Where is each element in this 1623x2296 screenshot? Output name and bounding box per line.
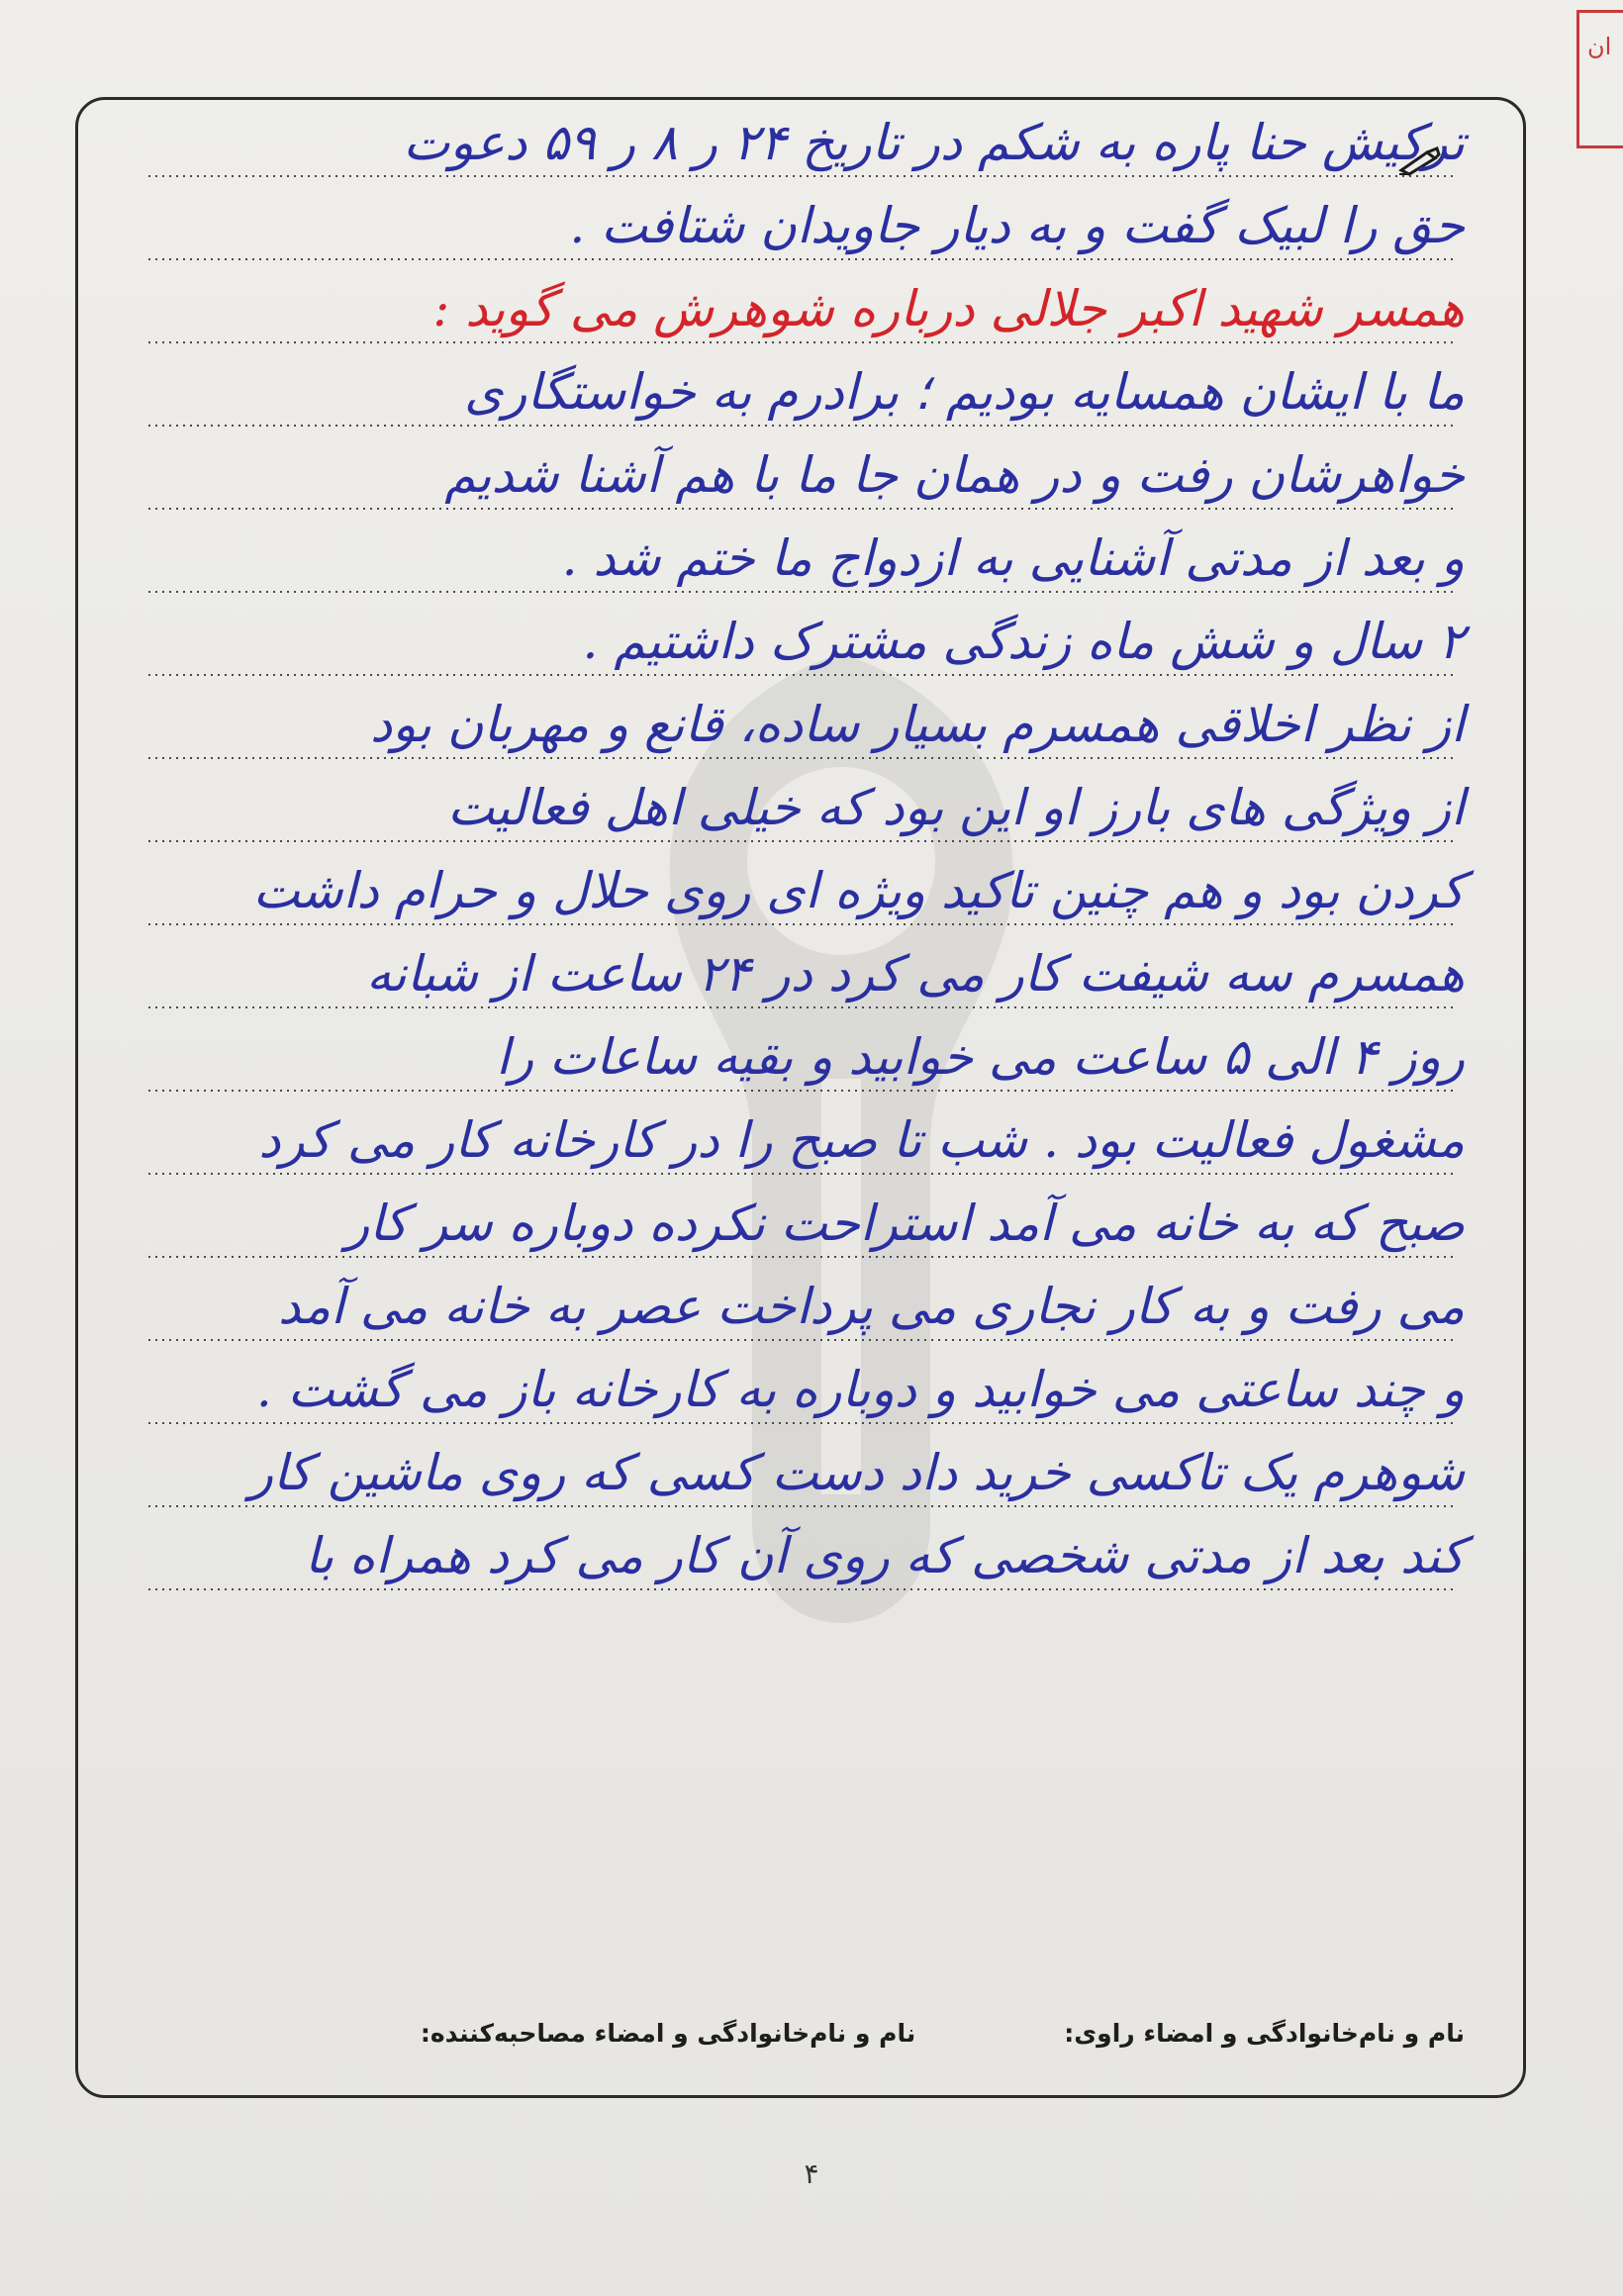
interviewer-signature-label: نام و نام‌خانوادگی و امضاء مصاحبه‌کننده: <box>420 2019 916 2048</box>
handwritten-line: از ویژگی های بارز او این بود که خیلی اهل فعالیت <box>447 779 1465 836</box>
handwritten-line: همسرم سه شیفت کار می کرد در ۲۴ ساعت از شبانه <box>366 945 1465 1003</box>
handwritten-line: ۲ سال و شش ماه زندگی مشترک داشتیم . <box>582 613 1465 670</box>
handwritten-line: و بعد از مدتی آشنایی به ازدواج ما ختم شد . <box>561 529 1465 587</box>
page-number: ۴ <box>804 2157 819 2190</box>
handwritten-line: صبح که به خانه می آمد استراحت نکرده دوباره سر کار <box>345 1195 1465 1252</box>
handwritten-line: و چند ساعتی می خوابید و دوباره به کارخانه باز می گشت . <box>255 1361 1465 1418</box>
narrator-signature-label: نام و نام‌خانوادگی و امضاء راوی: <box>1064 2019 1465 2048</box>
handwritten-line: ترکیش حنا پاره به شکم در تاریخ ۲۴ ر ۸ ر ۵۹ دعوت <box>403 114 1465 171</box>
handwritten-line: حق را لبیک گفت و به دیار جاویدان شتافت . <box>569 197 1465 254</box>
handwritten-line: می رفت و به کار نجاری می پرداخت عصر به خانه می آمد <box>278 1278 1465 1335</box>
handwritten-line: خواهرشان رفت و در همان جا ما با هم آشنا شدیم <box>444 446 1465 504</box>
handwritten-line: مشغول فعالیت بود . شب تا صبح را در کارخانه کار می کرد <box>258 1111 1465 1169</box>
handwritten-line: شوهرم یک تاکسی خرید داد دست کسی که روی ماشین کار <box>248 1444 1465 1501</box>
stamp-text: ان <box>1587 33 1612 60</box>
signature-footer <box>148 2019 1465 2048</box>
handwritten-line: کند بعد از مدتی شخصی که روی آن کار می کرد همراه با <box>304 1527 1465 1584</box>
handwritten-line: از نظر اخلاقی همسرم بسیار ساده، قانع و مهربان بود <box>369 696 1465 753</box>
handwritten-line: روز ۴ الی ۵ ساعت می خوابید و بقیه ساعات را <box>496 1028 1465 1086</box>
handwritten-line: ما با ایشان همسایه بودیم ؛ برادرم به خواستگاری <box>464 363 1465 421</box>
handwritten-line: کردن بود و هم چنین تاکید ویژه ای روی حلال و حرام داشت <box>252 862 1465 919</box>
handwritten-line: همسر شهید اکبر جلالی درباره شوهرش می گوید : <box>432 280 1465 337</box>
